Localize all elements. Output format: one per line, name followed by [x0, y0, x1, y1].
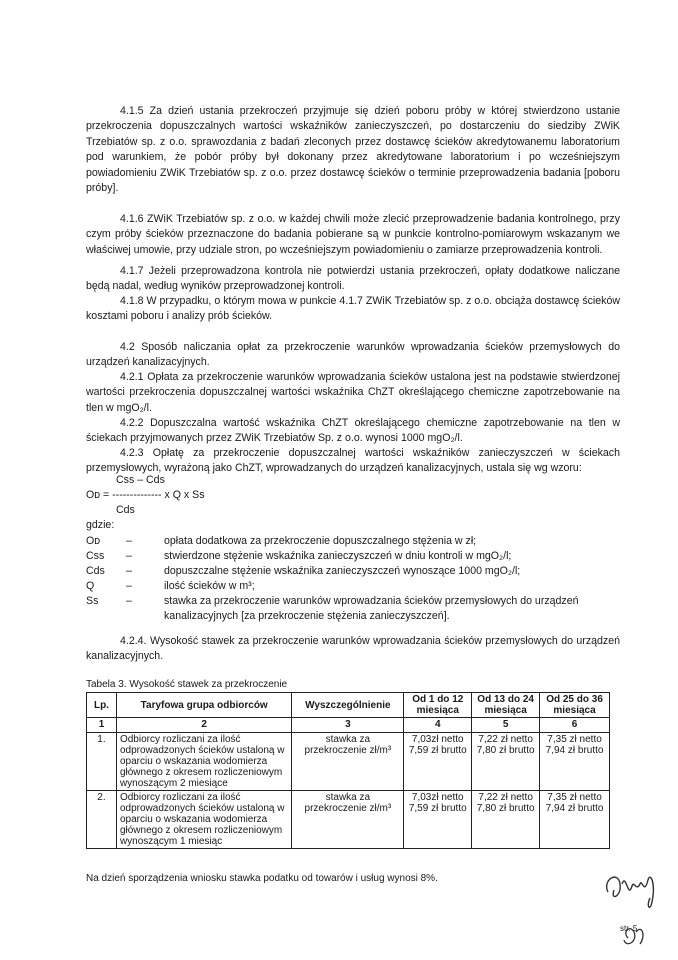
- definition-dash: –: [126, 550, 132, 562]
- header-cell: Od 13 do 24 miesiąca: [472, 693, 540, 718]
- table-row: [87, 733, 610, 791]
- definition-dash: –: [126, 580, 132, 592]
- vat-note: Na dzień sporządzenia wniosku stawka podatku od towarów i usług wynosi 8%.: [86, 873, 438, 884]
- number-cell: 4: [404, 718, 472, 733]
- header-cell: Od 25 do 36 miesiąca: [540, 693, 610, 718]
- table-row: [87, 791, 610, 849]
- formula-denominator: Cds: [116, 504, 135, 516]
- header-cell: Lp.: [87, 693, 117, 718]
- number-cell: 5: [472, 718, 540, 733]
- definition-text: stawka za przekroczenie warunków wprowadzania ścieków przemysłowych do urządzeń kanalizacyjnych [za przekroczenie stężenia zanieczyszczeń].: [164, 595, 579, 623]
- definition-dash: –: [126, 565, 132, 577]
- spec-cell: stawka za przekroczenie zł/m³: [292, 791, 404, 849]
- price-cell: 7,35 zł netto 7,94 zł brutto: [540, 733, 610, 791]
- paragraph-4-1-6: 4.1.6 ZWiK Trzebiatów sp. z o.o. w każdej chwili może zlecić przeprowadzenie badania kontrolnego, przy czym próby ścieków przeznaczone do badania pobierane są w punkcie kontrolno-pomiarowym wskazanym we właściwej umowie, przy udziale stron, po wcześniejszym powiadomieniu o zamiarze przeprowadzenia kontroli.: [86, 213, 620, 256]
- table-caption: Tabela 3. Wysokość stawek za przekroczenie: [86, 679, 288, 690]
- lp-cell: 1.: [87, 733, 117, 791]
- group-cell: Odbiorcy rozliczani za ilość odprowadzonych ścieków ustaloną w oparciu o wskazania wodomierza głównego z okresem rozliczeniowym wynoszącym 2 miesiące: [116, 733, 291, 791]
- number-cell: 1: [87, 718, 117, 733]
- definition-symbol: Css: [86, 550, 105, 562]
- definition-dash: –: [126, 595, 132, 607]
- number-cell: 2: [116, 718, 291, 733]
- definition-symbol: Oᴅ: [86, 535, 101, 547]
- price-cell: 7,03zł netto 7,59 zł brutto: [404, 791, 472, 849]
- definition-text: stwierdzone stężenie wskaźnika zanieczyszczeń w dniu kontroli w mgO₂/l;: [164, 550, 512, 562]
- number-cell: 3: [292, 718, 404, 733]
- formula-where: gdzie:: [86, 519, 115, 531]
- paragraph-4-1-5: 4.1.5 Za dzień ustania przekroczeń przyjmuje się dzień poboru próby w której stwierdzono ustanie przekroczenia dopuszczalnych wartości wskaźników zanieczyszczeń, po dostarczeniu do siedziby ZWiK Trzebiatów sp. z o.o. sprawozdania z badań zleconych przez dostawcę ścieków akredytowanemu laboratorium pod warunkiem, że pobór próby był dokonany przez akredytowane laboratorium i po wcześniejszym powiadomieniu ZWiK Trzebiatów sp. z o.o. przez dostawcę ścieków o terminie przeprowadzenia badania [poboru próby].: [86, 105, 620, 195]
- paragraph-4-2-2: 4.2.2 Dopuszczalna wartość wskaźnika ChZT określającego chemiczne zapotrzebowanie na tlen w ściekach przyjmowanych przez ZWiK Trzebiatów Sp. z o.o. wynosi 1000 mgO₂/l.: [86, 417, 620, 445]
- number-cell: 6: [540, 718, 610, 733]
- definition-text: ilość ścieków w m³;: [164, 580, 255, 592]
- paragraph-4-2-3: 4.2.3 Opłatę za przekroczenie dopuszczalnej wartości wskaźników zanieczyszczeń w ściekach przemysłowych, wyrażoną jako ChZT, wprowadzanych do urządzeń kanalizacyjnych, ustala się wg wzoru:: [86, 447, 620, 475]
- rates-table: [86, 692, 610, 849]
- paragraph-4-2: 4.2 Sposób naliczania opłat za przekroczenie warunków wprowadzania ścieków przemysłowych do urządzeń kanalizacyjnych.: [86, 341, 620, 369]
- page-number: str. 5: [620, 924, 638, 933]
- definition-text: opłata dodatkowa za przekroczenie dopuszczalnego stężenia w zł;: [164, 535, 477, 547]
- price-cell: 7,22 zł netto 7,80 zł brutto: [472, 733, 540, 791]
- definition-dash: –: [126, 535, 132, 547]
- definition-symbol: Ss: [86, 595, 99, 607]
- price-cell: 7,22 zł netto 7,80 zł brutto: [472, 791, 540, 849]
- definition-text: dopuszczalne stężenie wskaźnika zanieczyszczeń wynoszące 1000 mgO₂/l;: [164, 565, 521, 577]
- definition-symbol: Cds: [86, 565, 105, 577]
- group-cell: Odbiorcy rozliczani za ilość odprowadzonych ścieków ustaloną w oparciu o wskazania wodomierza głównego z okresem rozliczeniowym wynoszącym 1 miesiąc: [116, 791, 291, 849]
- header-cell: Taryfowa grupa odbiorców: [116, 693, 291, 718]
- table-header-row: [87, 693, 610, 718]
- formula-main: Oᴅ = -------------- x Q x Ss: [86, 489, 205, 501]
- price-cell: 7,03zł netto 7,59 zł brutto: [404, 733, 472, 791]
- price-cell: 7,35 zł netto 7,94 zł brutto: [540, 791, 610, 849]
- header-cell: Wyszczególnienie: [292, 693, 404, 718]
- spec-cell: stawka za przekroczenie zł/m³: [292, 733, 404, 791]
- table-number-row: [87, 718, 610, 733]
- header-cell: Od 1 do 12 miesiąca: [404, 693, 472, 718]
- paragraph-4-1-7: 4.1.7 Jeżeli przeprowadzona kontrola nie potwierdzi ustania przekroczeń, opłaty dodatkowe naliczane będą nadal, według wyników przeprowadzonej kontroli.: [86, 265, 620, 293]
- formula-numerator: Css – Cds: [116, 474, 165, 486]
- paragraph-4-2-4: 4.2.4. Wysokość stawek za przekroczenie warunków wprowadzania ścieków przemysłowych do urządzeń kanalizacyjnych.: [86, 635, 620, 663]
- paragraph-4-1-8: 4.1.8 W przypadku, o którym mowa w punkcie 4.1.7 ZWiK Trzebiatów sp. z o.o. obciąża dostawcę ścieków kosztami poboru i analizy prób ścieków.: [86, 295, 620, 323]
- lp-cell: 2.: [87, 791, 117, 849]
- paragraph-4-2-1: 4.2.1 Opłata za przekroczenie warunków wprowadzania ścieków ustalona jest na podstawie stwierdzonej wartości przekroczenia dopuszczalnej wartości wskaźnika ChZT określającego chemiczne zapotrzebowanie na tlen w mgO₂/l.: [86, 371, 620, 414]
- definition-symbol: Q: [86, 580, 95, 592]
- handwritten-signature: [600, 862, 670, 952]
